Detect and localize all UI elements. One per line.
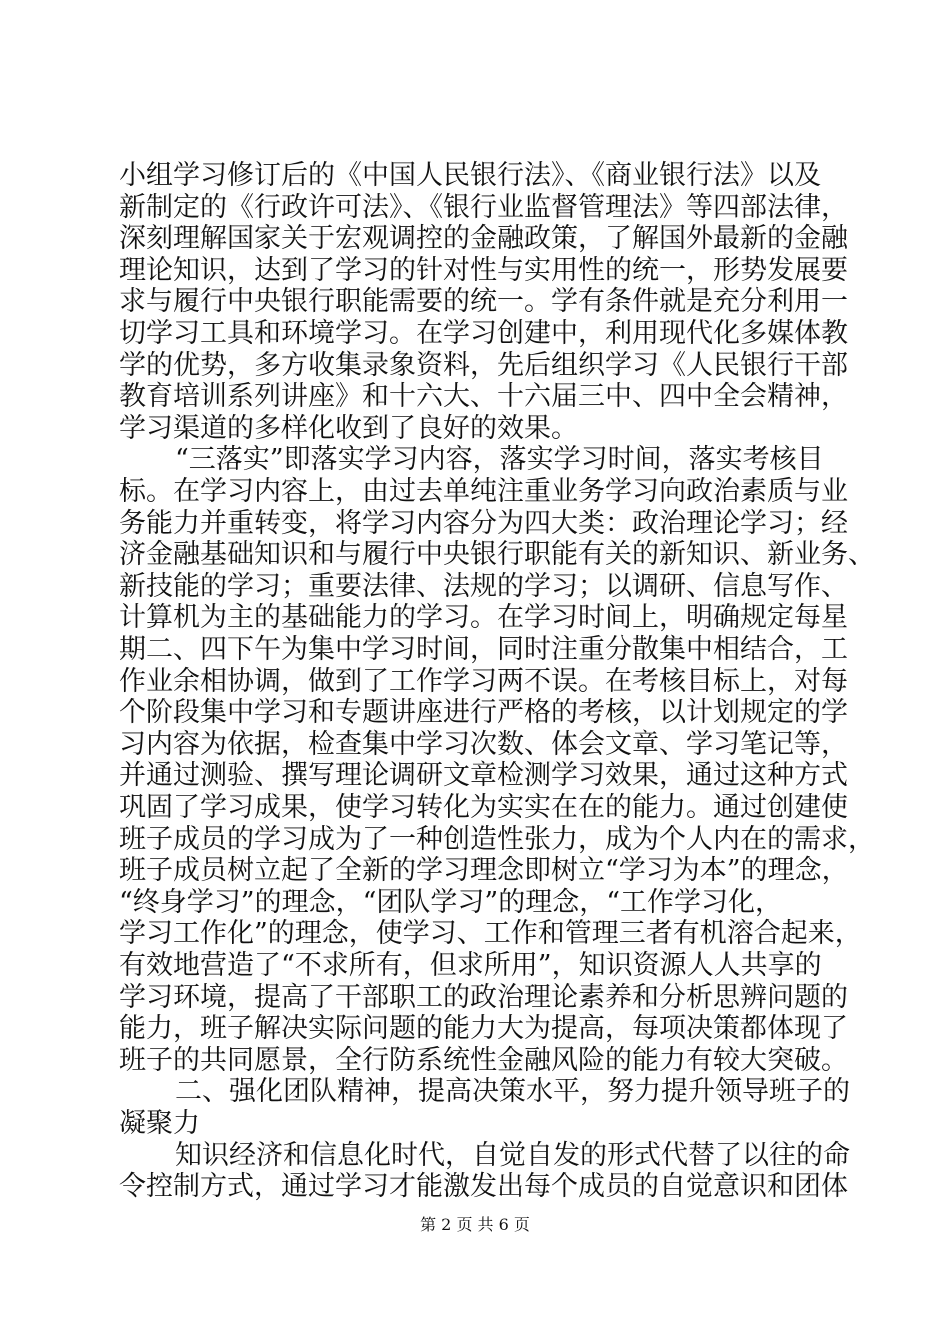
text-line: 班子成员树立起了全新的学习理念即树立“学习为本”的理念， bbox=[119, 855, 849, 887]
text-line: 理论知识，达到了学习的针对性与实用性的统一，形势发展要 bbox=[119, 254, 848, 286]
page-number-footer: 第 2 页 共 6 页 bbox=[420, 1215, 530, 1234]
text-line: 深刻理解国家关于宏观调控的金融政策，了解国外最新的金融 bbox=[119, 223, 848, 255]
text-line: 巩固了学习成果，使学习转化为实实在在的能力。通过创建使 bbox=[119, 792, 848, 823]
text-line: 学的优势，多方收集录象资料，先后组织学习《人民银行干部 bbox=[119, 349, 848, 381]
text-line: 学习环境，提高了干部职工的政治理论素养和分析思辨问题的 bbox=[119, 981, 848, 1013]
text-line: 教育培训系列讲座》和十六大、十六届三中、四中全会精神， bbox=[119, 381, 848, 413]
text-line: 新技能的学习；重要法律、法规的学习；以调研、信息写作、 bbox=[119, 570, 848, 602]
section-heading: 二、强化团队精神，提高决策水平，努力提升领导班子的 bbox=[175, 1076, 850, 1108]
text-line: 标。在学习内容上，由过去单纯注重业务学习向政治素质与业 bbox=[119, 476, 848, 507]
text-line: 班子的共同愿景，全行防系统性金融风险的能力有较大突破。 bbox=[119, 1044, 848, 1076]
text-line: 令控制方式，通过学习才能激发出每个成员的自觉意识和团体 bbox=[119, 1171, 848, 1203]
text-line: 济金融基础知识和与履行中央银行职能有关的新知识、新业务、 bbox=[119, 539, 875, 571]
text-line: 学习工作化”的理念，使学习、工作和管理三者有机溶合起来， bbox=[119, 918, 862, 950]
text-line: 能力，班子解决实际问题的能力大为提高，每项决策都体现了 bbox=[119, 1013, 848, 1045]
text-line: 求与履行中央银行职能需要的统一。学有条件就是充分利用一 bbox=[119, 286, 848, 318]
text-line: 学习渠道的多样化收到了良好的效果。 bbox=[119, 412, 578, 444]
text-line: 小组学习修订后的《中国人民银行法》、《商业银行法》以及 bbox=[119, 160, 821, 191]
text-line: 习内容为依据，检查集中学习次数、体会文章、学习笔记等， bbox=[119, 728, 848, 760]
text-line: “终身学习”的理念，“团队学习”的理念，“工作学习化， bbox=[119, 886, 783, 918]
text-line: 有效地营造了“不求所有，但求所用”，知识资源人人共享的 bbox=[119, 950, 822, 981]
text-line: 计算机为主的基础能力的学习。在学习时间上，明确规定每星 bbox=[119, 602, 848, 634]
text-line: 个阶段集中学习和专题讲座进行严格的考核，以计划规定的学 bbox=[119, 697, 848, 729]
text-line: 务能力并重转变，将学习内容分为四大类：政治理论学习；经 bbox=[119, 507, 848, 539]
text-line: 新制定的《行政许可法》、《银行业监督管理法》等四部法律， bbox=[119, 191, 848, 223]
text-line: 期二、四下午为集中学习时间，同时注重分散集中相结合，工 bbox=[119, 634, 848, 665]
text-line: 切学习工具和环境学习。在学习创建中，利用现代化多媒体教 bbox=[119, 318, 848, 349]
paragraph-first-line: 知识经济和信息化时代，自觉自发的形式代替了以往的命 bbox=[175, 1139, 850, 1171]
text-line: 班子成员的学习成为了一种创造性张力，成为个人内在的需求， bbox=[119, 823, 875, 855]
section-heading: 凝聚力 bbox=[119, 1108, 200, 1139]
text-line: 作业余相协调，做到了工作学习两不误。在考核目标上，对每 bbox=[119, 665, 848, 697]
paragraph-first-line: “三落实”即落实学习内容，落实学习时间，落实考核目 bbox=[175, 444, 824, 476]
text-line: 并通过测验、撰写理论调研文章检测学习效果，通过这种方式 bbox=[119, 760, 848, 792]
